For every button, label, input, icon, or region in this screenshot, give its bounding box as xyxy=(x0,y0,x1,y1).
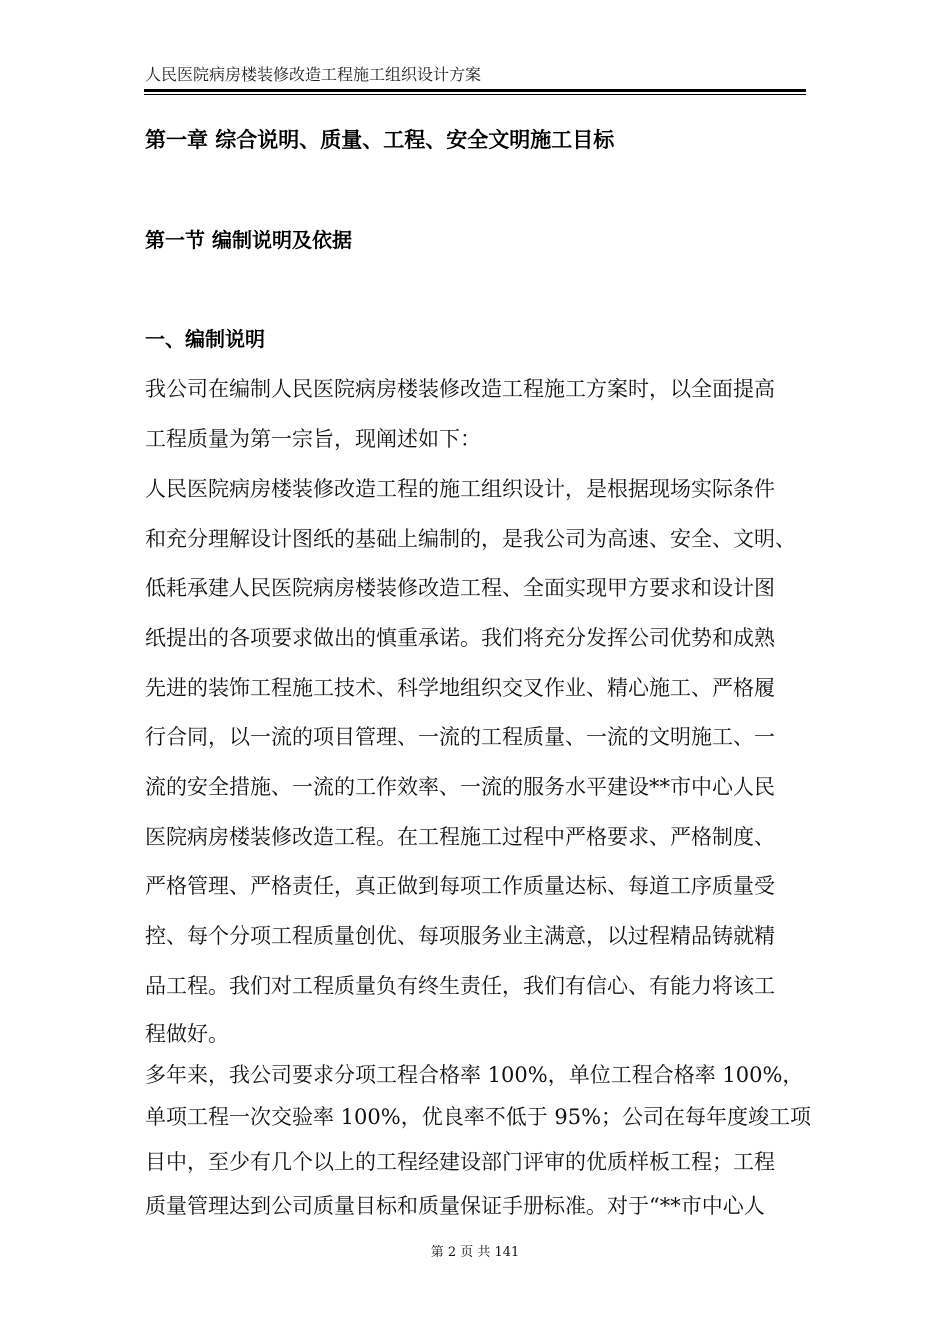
body-line: 目中，至少有几个以上的工程经建设部门评审的优质样板工程；工程 xyxy=(145,1150,775,1174)
body-line: 严格管理、严格责任，真正做到每项工作质量达标、每道工序质量受 xyxy=(145,874,775,898)
header-rule-thick xyxy=(144,89,806,92)
body-line: 控、每个分项工程质量创优、每项服务业主满意，以过程精品铸就精 xyxy=(145,924,775,948)
body-line: 程做好。 xyxy=(145,1022,229,1046)
running-header: 人民医院病房楼装修改造工程施工组织设计方案 xyxy=(145,65,482,84)
chapter-title: 第一章 综合说明、质量、工程、安全文明施工目标 xyxy=(145,128,615,152)
body-line: 质量管理达到公司质量目标和质量保证手册标准。对于“**市中心人 xyxy=(145,1194,765,1218)
body-line: 医院病房楼装修改造工程。在工程施工过程中严格要求、严格制度、 xyxy=(145,825,775,849)
body-line: 多年来，我公司要求分项工程合格率 100%，单位工程合格率 100%， xyxy=(145,1063,804,1087)
body-line: 行合同，以一流的项目管理、一流的工程质量、一流的文明施工、一 xyxy=(145,725,775,749)
body-line: 我公司在编制人民医院病房楼装修改造工程施工方案时，以全面提高 xyxy=(145,377,775,401)
body-line: 品工程。我们对工程质量负有终生责任，我们有信心、有能力将该工 xyxy=(145,974,775,998)
body-line: 先进的装饰工程施工技术、科学地组织交叉作业、精心施工、严格履 xyxy=(145,676,775,700)
header-rule-thin xyxy=(144,94,806,95)
body-line: 纸提出的各项要求做出的慎重承诺。我们将充分发挥公司优势和成熟 xyxy=(145,626,775,650)
page-number-footer: 第 2 页 共 141 xyxy=(430,1245,520,1260)
body-line: 工程质量为第一宗旨，现阐述如下： xyxy=(145,427,481,451)
body-line: 和充分理解设计图纸的基础上编制的，是我公司为高速、安全、文明、 xyxy=(145,527,796,551)
subsection-title: 一、编制说明 xyxy=(145,327,265,351)
body-line: 单项工程一次交验率 100%，优良率不低于 95%；公司在每年度竣工项 xyxy=(145,1105,812,1129)
section-title: 第一节 编制说明及依据 xyxy=(145,228,352,252)
body-line: 人民医院病房楼装修改造工程的施工组织设计，是根据现场实际条件 xyxy=(145,477,775,501)
body-line: 低耗承建人民医院病房楼装修改造工程、全面实现甲方要求和设计图 xyxy=(145,576,775,600)
body-line: 流的安全措施、一流的工作效率、一流的服务水平建设**市中心人民 xyxy=(145,775,775,799)
